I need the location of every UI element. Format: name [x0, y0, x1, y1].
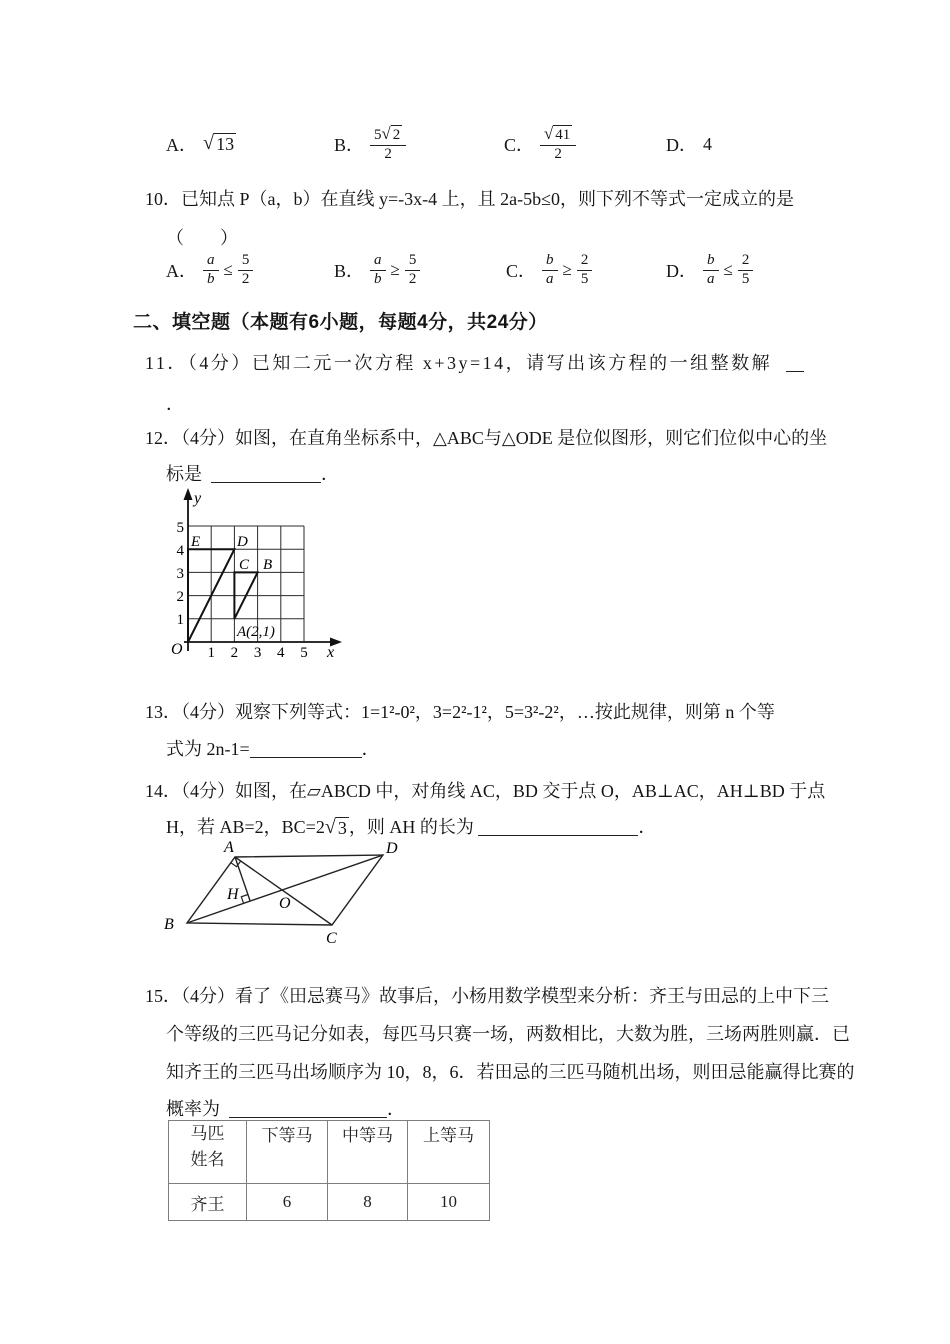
x-axis-label: x: [327, 644, 335, 661]
diagonal-AC: [235, 857, 332, 925]
value-cell: 8: [328, 1184, 408, 1221]
radical-sign: √: [203, 131, 215, 154]
fraction: [203, 252, 219, 288]
q11-text: 11．（4分）已知二元一次方程 x+3y=14，请写出该方程的一组整数解: [145, 353, 773, 373]
table-data-row: [169, 1184, 490, 1221]
numerator: b: [542, 252, 558, 270]
x-tick: 5: [300, 645, 308, 661]
q10-option-b: [334, 243, 420, 297]
x-tick: 1: [207, 645, 215, 661]
vertex-label-C: C: [326, 930, 337, 947]
radical-sign: √: [324, 816, 336, 838]
q9-option-a: [166, 115, 236, 173]
q15-horse-table: [168, 1120, 490, 1221]
fraction: [703, 252, 719, 288]
option-value: 4: [703, 133, 712, 154]
q12-text: 标是: [166, 464, 202, 484]
radicand: 2: [392, 127, 401, 144]
q14-text: ，则 AH 的长为: [348, 817, 474, 837]
q13-stem-line2: [166, 736, 380, 762]
q10-option-c: [506, 243, 592, 297]
fraction: [738, 252, 754, 288]
q10-option-a: [166, 243, 253, 297]
numerator: b: [703, 252, 719, 270]
denominator: 2: [408, 270, 417, 287]
q13-text: 式为 2n-1=: [166, 739, 250, 759]
right-angle-mark-A: [231, 861, 241, 867]
q9-option-b: [334, 115, 406, 173]
q11-stem: [145, 350, 804, 376]
fraction: [370, 125, 406, 163]
numerator: 5: [238, 252, 254, 270]
radical-sign: √: [544, 124, 554, 144]
fraction: [238, 252, 254, 288]
q9-option-c: [504, 115, 576, 173]
answer-blank: [229, 1100, 387, 1118]
sqrt-expression: [203, 133, 236, 156]
table-header-row: [169, 1121, 490, 1184]
q15-text: 概率为: [166, 1099, 220, 1119]
q10-option-d: [666, 243, 753, 297]
header-cell-high: 上等马: [408, 1121, 490, 1184]
point-label-B: B: [263, 557, 273, 573]
value-cell: 10: [408, 1184, 490, 1221]
relation-sign: ≤: [223, 260, 233, 279]
header-text: 马匹: [190, 1124, 225, 1143]
x-tick: 2: [230, 645, 239, 661]
option-label: C．: [506, 261, 537, 281]
answer-blank: [250, 740, 362, 758]
answer-blank: [211, 465, 321, 483]
radicand: 3: [337, 818, 347, 838]
point-label-C: C: [239, 557, 250, 573]
option-label: A．: [166, 135, 197, 155]
period: ．: [321, 464, 339, 484]
denominator: a: [546, 270, 554, 287]
numerator: [370, 125, 406, 145]
q14-stem-line2: [166, 814, 656, 840]
value-cell: 6: [247, 1184, 328, 1221]
q9-option-d: [666, 115, 712, 173]
denominator: 2: [554, 145, 562, 162]
denominator: 2: [241, 270, 250, 287]
answer-blank: [478, 818, 638, 836]
fraction: [577, 252, 593, 288]
fraction: [542, 252, 558, 288]
option-label: D．: [666, 261, 697, 281]
q14-parallelogram-figure: [148, 838, 458, 968]
sqrt-expression: [544, 125, 572, 144]
point-label-D: D: [237, 534, 248, 550]
row-name-cell: 齐王: [169, 1184, 247, 1221]
numerator: 5: [405, 252, 421, 270]
coefficient: 5: [374, 127, 382, 144]
radicand: 13: [216, 133, 235, 154]
x-tick: 4: [277, 645, 285, 661]
numerator: 2: [738, 252, 754, 270]
q15-stem-line3: 知齐王的三匹马出场顺序为 10，8，6．若田忌的三匹马随机出场，则田忌能赢得比赛的: [166, 1062, 855, 1082]
x-tick: 3: [253, 645, 262, 661]
denominator: a: [707, 270, 715, 287]
option-label: B．: [334, 135, 365, 155]
fraction: [405, 252, 421, 288]
option-label: A．: [166, 261, 197, 281]
point-label-O: O: [279, 895, 291, 912]
radical-sign: √: [381, 124, 391, 144]
y-tick: 2: [176, 589, 184, 605]
y-tick: 5: [176, 520, 184, 536]
q10-stem: 10．已知点 P（a，b）在直线 y=-3x-4 上，且 2a-5b≤0，则下列不等式一定成立的是: [145, 189, 794, 209]
y-tick: 3: [176, 566, 184, 582]
denominator: 5: [741, 270, 750, 287]
fraction: [540, 125, 576, 163]
period: ．: [387, 1099, 405, 1119]
diagonal-BD: [187, 855, 383, 923]
point-label-H: H: [227, 886, 239, 903]
section-header: 二、填空题（本题有6小题，每题4分，共24分）: [133, 312, 548, 333]
point-label-A: A(2,1): [237, 624, 275, 640]
q12-coordinate-figure: [160, 483, 350, 673]
numerator: a: [370, 252, 386, 270]
sqrt-expression: [325, 817, 349, 840]
q15-stem-line2: 个等级的三匹马记分如表，每匹马只赛一场，两数相比，大数为胜，三场两胜则赢．已: [166, 1024, 850, 1044]
denominator: 2: [384, 145, 392, 162]
y-tick: 1: [176, 612, 184, 628]
numerator: [540, 125, 576, 145]
q14-text: H，若 AB=2，BC=2: [166, 817, 325, 837]
q10-answer-paren: （ ）: [166, 228, 238, 248]
q14-stem: 14．（4分）如图，在▱ABCD 中，对角线 AC，BD 交于点 O，AB⊥AC，AH⊥BD 于点: [145, 781, 826, 801]
option-label: D．: [666, 135, 697, 155]
origin-label: O: [171, 641, 183, 658]
header-text: 姓名: [190, 1150, 225, 1169]
option-label: B．: [334, 261, 365, 281]
numerator: a: [203, 252, 219, 270]
denominator: b: [207, 270, 215, 287]
header-cell-low: 下等马: [247, 1121, 328, 1184]
y-axis-label: y: [194, 490, 202, 507]
q12-stem: 12．（4分）如图，在直角坐标系中，△ABC与△ODE 是位似图形，则它们位似中心的坐: [145, 428, 828, 448]
vertex-label-B: B: [164, 916, 174, 933]
fraction: [370, 252, 386, 288]
radicand: 41: [555, 127, 571, 144]
q15-stem-line1: 15．（4分）看了《田忌赛马》故事后，小杨用数学模型来分析：齐王与田忌的上中下三: [145, 986, 829, 1006]
period: ．: [361, 739, 380, 759]
header-cell-mid: 中等马: [328, 1121, 408, 1184]
point-label-E: E: [191, 534, 201, 550]
relation-sign: ≥: [390, 260, 400, 279]
denominator: b: [374, 270, 382, 287]
denominator: 5: [580, 270, 589, 287]
sqrt-expression: [382, 125, 403, 144]
numerator: 2: [577, 252, 593, 270]
y-axis-arrow-icon: [184, 488, 193, 500]
relation-sign: ≥: [562, 260, 572, 279]
y-tick: 4: [176, 543, 184, 559]
option-label: C．: [504, 135, 535, 155]
period: ．: [638, 817, 657, 837]
vertex-label-A: A: [224, 839, 234, 856]
header-cell-name: [169, 1121, 247, 1184]
relation-sign: ≤: [723, 260, 733, 279]
q11-period: ．: [166, 394, 184, 414]
vertex-label-D: D: [386, 840, 398, 857]
q13-stem: 13．（4分）观察下列等式：1=1²-0²，3=2²-1²，5=3²-2²，…按此规律，则第 n 个等: [145, 702, 775, 722]
q15-stem-line4: [166, 1096, 405, 1122]
answer-blank: [786, 354, 804, 372]
